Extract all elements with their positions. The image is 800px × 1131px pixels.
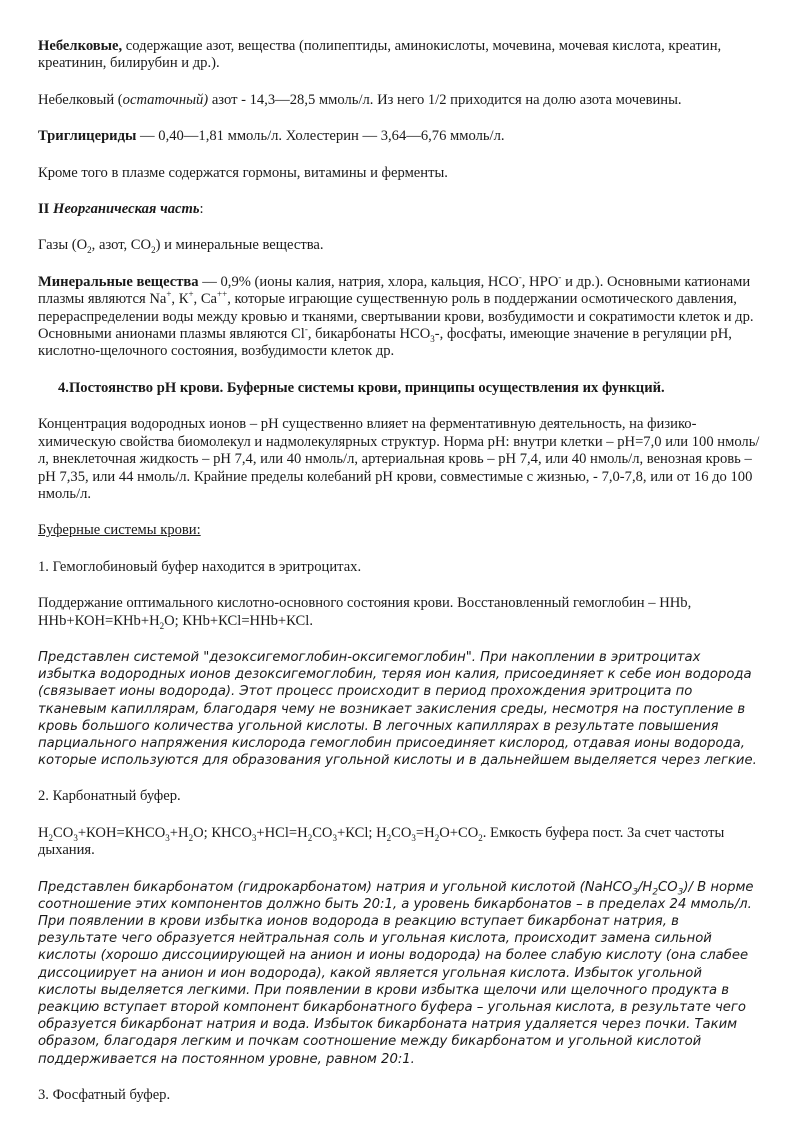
item-hemoglobin-buffer: 1. Гемоглобиновый буфер находится в эритроцитах. [38,558,362,575]
paragraph-ph-concentration: Концентрация водородных ионов – рН существенно влияет на ферментативную деятельность, на физико-химическую свойства биомолекул и надмолекулярных структур. Норма рН: внутри клетки – рН=7,0 или 100 нмоль/л, внеклеточная жидкость – рН 7,4, или 40 нмоль/л, артериальная кровь – рН 7,4, или 40 нмоль/л, венозная кровь – рН 7,35, или 44 нмоль/л. Крайние пределы колебаний рН крови, совместимые с жизнью, - 7,0-7,8, или от 16 до 100 нмоль/л. [38,416,760,502]
text-nonprotein: содержащие азот, вещества (полипептиды, аминокислоты, мочевина, мочевая кислота, креатин, креатинин, билирубин и др.). [38,38,722,72]
superscript: + [166,289,172,300]
subscript: 3 [73,832,78,843]
text-residual-b: азот - 14,3—28,5 ммоль/л. Из него 1/2 приходится на долю азота мочевины. [208,91,682,108]
text-frag: CO [658,879,678,895]
subscript: 2 [48,832,54,843]
text-frag: О; КНb+КСl=ННb+КСl. [164,612,313,629]
text-frag: , азот, СО [91,237,152,254]
paragraph-hemoglobin-description: Представлен системой "дезоксигемоглобин-оксигемоглобин". При накоплении в эритроцитах избытка водородных ионов дезоксигемоглобин, теряя ион калия, присоединяет к себе ион водорода (связывает ионы водорода). Этот процесс происходит в период прохождения эритроцита по тканевым капиллярам, благодаря чему не возникает закисления среды, несмотря на поступление в кровь большого количества угольной кислоты. В легочных капиллярах в результате повышения парциального напряжения кислорода гемоглобин присоединяет кислород, отдавая ионы водорода, которые используются для образования угольной кислоты и в дальнейшем выделяется через легкие. [38,649,757,769]
text-frag: =Н [415,824,435,841]
subscript: 3 [411,832,416,843]
text-frag: СО [391,824,412,841]
text-frag: Н [38,824,49,841]
text-frag: ) и минеральные вещества. [155,237,324,254]
text-residual-italic: остаточный) [122,91,209,108]
term-triglycerides: Триглицериды [38,128,137,145]
paragraph-nonprotein [38,38,762,73]
subscript: 3 [677,887,684,898]
paragraph-carbonate-description [38,879,762,1068]
subscript: 3 [430,333,435,344]
paragraph-minerals [38,271,762,361]
text-frag: /H [637,879,653,895]
text-frag: +НСl=Н [256,824,308,841]
subscript: 2 [478,832,483,843]
text-frag: )/ В норме соотношение этих компонентов должно быть 20:1, а уровень бикарбонатов – в пределах 24 ммоль/л. При появлении в крови избытка ионов водорода в реакцию вступает бикарбонат натрия, в результате чего образуется нейтральная соль и угольная кислота, происходит замена сильной кислоты (хорошо диссоциирующей на анион и ионы водорода) на более слабую кислоту (она слабее диссоциирует на анион и ион водорода), какой является угольная кислота. Избыток угольной кислоты выделяется легкими. При появлении в крови избытка щелочи или щелочного продукта в реакцию вступает второй компонент бикарбонатного буфера – угольная кислота, в результате чего образуется бикарбонат натрия и вода. Избыток бикарбоната натрия удаляется через почки. Таким образом, благодаря легким и почкам соотношение между бикарбонатом и угольной кислотой поддерживается на постоянном уровне, равном 20:1. [38,879,754,1067]
text-frag: Представлен бикарбонатом (гидрокарбонатом) натрия и угольной кислотой (NaHCO [38,879,633,895]
subscript: 3 [251,832,257,843]
text-frag: , НРО [521,273,559,290]
text-frag: +Н [169,824,189,841]
superscript: - [558,271,562,282]
roman-numeral: II [38,201,50,218]
text-frag: — 0,9% (ионы калия, натрия, хлора, кальция, НСО [198,273,519,290]
text-frag: -, фосфаты, имеющие значение в регуляции рН, кислотно-щелочного состояния, возбудимости клеток др. [38,326,732,360]
text-frag: О; КНСО [193,824,252,841]
text-frag: +КСl; Н [336,824,387,841]
buffer-systems-heading: Буферные системы крови: [38,522,201,539]
text-triglycerides: — 0,40—1,81 ммоль/л. Холестерин — 3,64—6,76 ммоль/л. [136,128,505,145]
superscript: ++ [217,289,228,300]
term-nonprotein: Небелковые, [38,38,123,54]
text-frag: , К [171,291,189,308]
subscript: 2 [307,832,313,843]
section-4-heading: 4.Постоянство рН крови. Буферные системы крови, принципы осуществления их функций. [58,379,665,396]
paragraph-carbonate-reactions [38,825,762,860]
subscript: 2 [434,832,440,843]
text-frag: и др.). Основными катионами плазмы являются Na [38,273,751,308]
subscript: 2 [151,245,156,256]
subscript: 2 [159,620,165,631]
superscript: - [518,271,522,282]
section-inorganic-heading [38,201,762,218]
text-frag: +КОН=КНСО [77,824,166,841]
item-carbonate-buffer: 2. Карбонатный буфер. [38,788,181,805]
paragraph-triglycerides [38,128,762,145]
text-frag: , Са [193,291,218,308]
colon: : [199,201,204,218]
subscript: 2 [188,832,194,843]
text-frag: СО [53,824,74,841]
paragraph-hormones: Кроме того в плазме содержатся гормоны, витамины и ферменты. [38,164,448,181]
subscript: 2 [386,832,392,843]
text-frag: . Емкость буфера пост. За счет частоты дыхания. [38,824,725,859]
subscript: 3 [632,887,638,898]
subscript: 2 [652,887,659,898]
text-frag: О+СО [439,824,479,841]
subscript: 2 [87,245,92,256]
text-frag: , бикарбонаты НСО [307,326,431,343]
paragraph-residual-nitrogen [38,92,762,109]
subscript: 3 [165,832,170,843]
text-residual-a: Небелковый ( [38,91,123,108]
text-frag: , которые играющие существенную роль в поддержании осмотического давления, перераспределении воды между кровью и тканями, свертывании крови, возбудимости и сократимости клеток и др. Основными анионами плазмы являются Сl [38,291,754,343]
term-minerals: Минеральные вещества [38,273,199,290]
superscript: - [304,324,308,335]
subscript: 3 [332,832,337,843]
superscript: + [188,289,194,300]
text-frag: Газы (О [38,237,88,254]
text-frag: Поддержание оптимального кислотно-основного состояния крови. Восстановленный гемоглобин – ННb, ННb+КОН=КНb+Н [38,595,692,629]
term-inorganic: Неорганическая часть [53,201,200,218]
text-frag: СО [312,824,333,841]
paragraph-gases [38,237,762,254]
item-phosphate-buffer: 3. Фосфатный буфер. [38,1086,171,1103]
paragraph-hemoglobin-reactions [38,595,762,630]
